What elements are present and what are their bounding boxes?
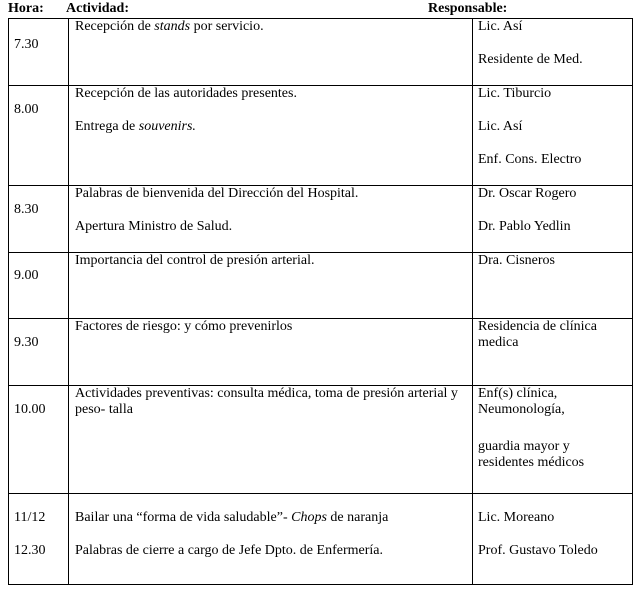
responsible-cell: [473, 494, 633, 585]
time-cell: [9, 186, 69, 253]
time-cell: [9, 319, 69, 386]
table-row: [9, 19, 633, 86]
responsible-cell: [473, 186, 633, 253]
time: 8.00: [14, 102, 39, 117]
time-cell: [9, 494, 69, 585]
activity-cell: [69, 253, 473, 319]
responsible-cell: [473, 319, 633, 386]
time: 7.30: [14, 37, 39, 52]
responsible-cell: [473, 386, 633, 494]
time-cell: [9, 19, 69, 86]
activity-line: Palabras de cierre a cargo de Jefe Dpto. de Enfermería.: [75, 543, 383, 558]
activity-line: Actividades preventivas: consulta médica, toma de presión arterial y peso- talla: [75, 386, 458, 417]
activity-line: Palabras de bienvenida del Dirección del Hospital.: [75, 186, 359, 201]
table-row: [9, 386, 633, 494]
activity-cell: [69, 319, 473, 386]
time: 9.00: [14, 268, 39, 283]
header-hora: Hora:: [8, 1, 44, 16]
responsible-cell: [473, 86, 633, 186]
responsible-line: Lic. Así: [478, 119, 523, 134]
time: 11/12: [14, 510, 46, 525]
time-cell: [9, 86, 69, 186]
responsible-line: Dr. Pablo Yedlin: [478, 219, 571, 234]
responsible-line: Residencia de clínica medica: [478, 319, 597, 350]
activity-cell: [69, 494, 473, 585]
header-responsable: Responsable:: [428, 1, 508, 16]
time: 8.30: [14, 202, 39, 217]
schedule-table: [8, 18, 633, 585]
responsible-line: guardia mayor y residentes médicos: [478, 439, 585, 470]
table-row: [9, 253, 633, 319]
activity-cell: [69, 186, 473, 253]
table-row: [9, 86, 633, 186]
table-row: [9, 319, 633, 386]
responsible-line: Dra. Cisneros: [478, 253, 555, 268]
header-actividad: Actividad:: [66, 1, 129, 16]
activity-line: Factores de riesgo: y cómo prevenirlos: [75, 319, 293, 334]
responsible-line: Lic. Moreano: [478, 510, 555, 525]
activity-line: Recepción de las autoridades presentes.: [75, 86, 297, 101]
responsible-line: Lic. Tiburcio: [478, 86, 552, 101]
activity-cell: [69, 86, 473, 186]
responsible-line: Enf(s) clínica, Neumonología,: [478, 386, 565, 417]
activity-line: Bailar una “forma de vida saludable”- Chops de naranja: [75, 510, 389, 525]
table-row: [9, 186, 633, 253]
time: 9.30: [14, 335, 39, 350]
activity-line: Apertura Ministro de Salud.: [75, 219, 233, 234]
responsible-cell: [473, 19, 633, 86]
time-cell: [9, 253, 69, 319]
responsible-line: Dr. Oscar Rogero: [478, 186, 577, 201]
activity-line: Importancia del control de presión arterial.: [75, 253, 315, 268]
activity-line: Recepción de stands por servicio.: [75, 19, 264, 34]
activity-cell: [69, 386, 473, 494]
activity-cell: [69, 19, 473, 86]
table-row: [9, 494, 633, 585]
activity-line: Entrega de souvenirs.: [75, 119, 196, 134]
responsible-line: Enf. Cons. Electro: [478, 152, 582, 167]
responsible-line: Lic. Así: [478, 19, 523, 34]
responsible-line: Prof. Gustavo Toledo: [478, 543, 598, 558]
time: 10.00: [14, 402, 46, 417]
time: 12.30: [14, 543, 46, 558]
time-cell: [9, 386, 69, 494]
responsible-line: Residente de Med.: [478, 52, 583, 67]
responsible-cell: [473, 253, 633, 319]
